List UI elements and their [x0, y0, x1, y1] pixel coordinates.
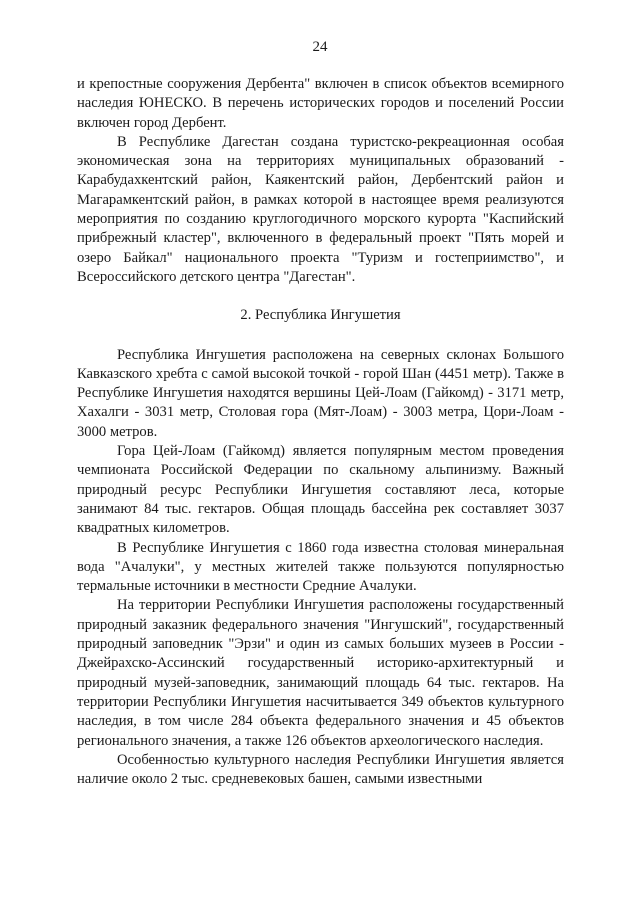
document-body [77, 75, 564, 789]
section-heading: 2. Республика Ингушетия [240, 307, 401, 324]
page-number: 24 [312, 39, 328, 55]
paragraph-ingushetia-location: Республика Ингушетия расположена на северных склонах Большого Кавказского хребта с самой высокой точкой - горой Шан (4451 метр). Также в Республике Ингушетия находятся вершины Цей-Лоам (Гайкомд) - 3171 метр, Хахалги - 3031 метр, Столовая гора (Мят-Лоам) - 3003 метра, Цори-Лоам - 3000 метров. [77, 346, 564, 440]
paragraph-cultural-heritage: Особенностью культурного наследия Республики Ингушетия является наличие около 2 тыс. средневековых башен, самыми известными [77, 751, 564, 788]
paragraph-continuation: и крепостные сооружения Дербента" включен в список объектов всемирного наследия ЮНЕСКО. В перечень исторических городов и поселений России включен город Дербент. [77, 76, 564, 131]
paragraph-tsey-loam: Гора Цей-Лоам (Гайкомд) является популярным местом проведения чемпионата Российской Федерации по скальному альпинизму. Важный природный ресурс Республики Ингушетия составляют леса, которые занимают 84 тыс. гектаров. Общая площадь бассейна рек составляет 3037 квадратных километров. [77, 443, 564, 537]
paragraph-dagestan-zone: В Республике Дагестан создана туристско-рекреационная особая экономическая зона на территориях муниципальных образований - Карабудахкентский район, Каякентский район, Дербентский район и Магарамкентский район, в рамках которой в настоящее время реализуются мероприятия по созданию круглогодичного морского курорта "Каспийский прибрежный кластер", включенного в федеральный проект "Пять морей и озеро Байкал" национального проекта "Туризм и гостеприимство", и Всероссийского детского центра "Дагестан". [77, 133, 564, 285]
paragraph-mineral-water: В Республике Ингушетия с 1860 года известна столовая минеральная вода "Ачалуки", у местных жителей также пользуются популярностью термальные источники в местности Средние Ачалуки. [77, 539, 564, 595]
paragraph-protected-areas: На территории Республики Ингушетия расположены государственный природный заказник федерального значения "Ингушский", государственный природный заповедник "Эрзи" и один из самых больших музеев в России - Джейрахско-Ассинский государственный историко-архитектурный и природный музей-заповедник, занимающий площадь 64 тыс. гектаров. На территории Республики Ингушетия насчитывается 349 объектов культурного наследия, в том числе 284 объекта федерального значения и 45 объектов регионального значения, а также 126 объектов археологического наследия. [77, 597, 564, 749]
